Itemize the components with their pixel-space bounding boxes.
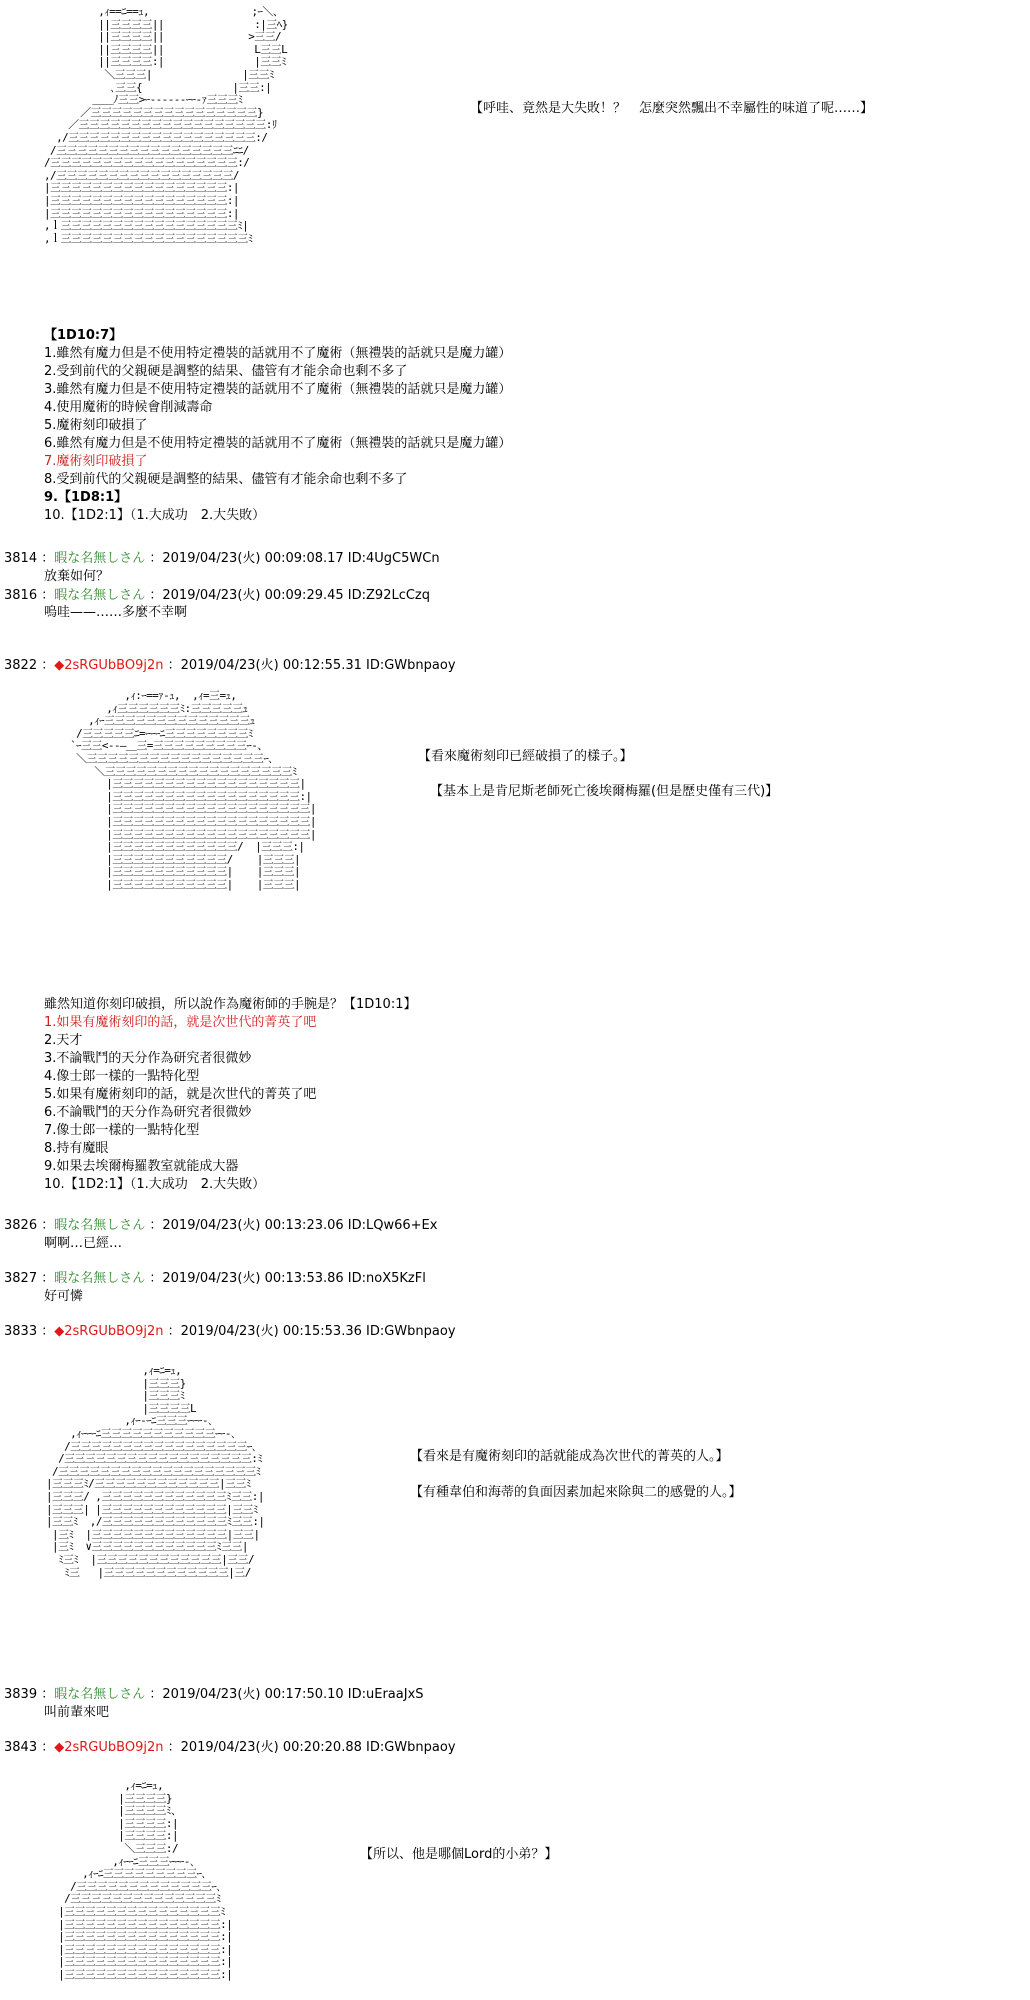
post-number[interactable]: 3827 [4, 1271, 38, 1286]
post-body: 嗚哇——……多麼不幸啊 [44, 605, 188, 620]
ascii-art-figure-hand-on-head: ,ｨ:ｰ==ｧ-ｭ, ,ｨ=三=ｭ, ,ｨ三三三三三三ﾐ:三三三三三ｭ ,ｨｰ三三三三三三三三三三三三三三ｭ /三三三三三ﾆ=ｰｰｰﾆ三三三三三三三三ﾐ `ｰ三三<--―＿三=三三三三三三三三三ｰ‐、 ＼三三三三三三三三三三三三三三三三三ｰ､ ＼三三三三三三三三三三三三三三三三三三ﾐ |三三三三三三三三三三三三三三三三三三| |三三三三三三三三三三三三三三三三三三:| |三三三三三三三三三三三三三三三三三三三| |三三三三三三三三三三三三三三三三三三三| |三三三三三三三三三三三三三三三三三三三| |三三三三三三三三三三三三/ |三三三:| |三三三三三三三三三三三/ |三三三| |三三三三三三三三三三三| |三三三| |三三三三三三三三三三三| |三三三| [70, 689, 316, 891]
list-item: 2.受到前代的父親硬是調整的結果、儘管有才能余命也剩不多了 [44, 364, 408, 379]
post-body: 好可憐 [44, 1289, 84, 1304]
post-header: 3816 ：暇な名無しさん ：2019/04/23(火) 00:09:29.45 ID:Z92LcCzq [4, 588, 431, 603]
post-header: 3827 ：暇な名無しさん ：2019/04/23(火) 00:13:53.86 ID:noX5KzFl [4, 1271, 426, 1286]
list-item-highlighted: 7.魔術刻印破損了 [44, 454, 148, 469]
list-item-highlighted: 1.如果有魔術刻印的話，就是次世代的菁英了吧 [44, 1015, 317, 1030]
post-number[interactable]: 3843 [4, 1740, 38, 1755]
post-header: 3839 ：暇な名無しさん ：2019/04/23(火) 00:17:50.10 ID:uEraaJxS [4, 1687, 424, 1702]
poster-name: 暇な名無しさん [54, 1271, 146, 1286]
post-date: 2019/04/23(火) 00:12:55.31 ID:GWbnpaoy [180, 658, 456, 673]
post-header: 3826 ：暇な名無しさん ：2019/04/23(火) 00:13:23.06 ID:LQw66+Ex [4, 1218, 438, 1233]
dice-header: 雖然知道你刻印破損，所以說作為魔術師的手腕是？【1D10:1】 [44, 997, 417, 1012]
list-item: 3.不論戰鬥的天分作為研究者很微妙 [44, 1051, 252, 1066]
dice-header: 【1D10:7】 [44, 328, 123, 343]
post-date: 2019/04/23(火) 00:09:08.17 ID:4UgC5WCn [162, 551, 440, 566]
poster-name-trip: ◆2sRGUbBO9j2n [54, 1324, 164, 1339]
post-number[interactable]: 3833 [4, 1324, 38, 1339]
poster-name: 暇な名無しさん [54, 551, 146, 566]
list-item: 10.【1D2:1】（1.大成功 2.大失敗） [44, 1177, 266, 1192]
poster-name: 暇な名無しさん [54, 588, 146, 603]
dice-result-list-2 [44, 996, 416, 1194]
list-item: 9.【1D8:1】 [44, 490, 128, 505]
list-item: 1.雖然有魔力但是不使用特定禮裝的話就用不了魔術（無禮裝的話就只是魔力罐） [44, 346, 512, 361]
post-number[interactable]: 3826 [4, 1218, 38, 1233]
speech-bubble-2b: 【基本上是肯尼斯老師死亡後埃爾梅羅(但是歷史僅有三代)】 [430, 784, 779, 799]
ascii-art-figure-standing: ,ｨ=ﾆ=ｭ, |三三三三} |三三三三ﾐ、 |三三三三:| |三三三三:| ＼三三三:/ ,ｨｰｰﾆ三三三ｰｰｰ-､ ,ｨｰﾆ三三三三三三三三三ｰ､ /三三三三三三三三三三三三三ｰ､ /三三三三三三三三三三三三三三ﾐ |三三三三三三三三三三三三三三三ﾐ |三三三三三三三三三三三三三三三:| |三三三三三三三三三三三三三三三:| |三三三三三三三三三三三三三三三:| |三三三三三三三三三三三三三三三:| |三三三三三三三三三三三三三三三:| [58, 1779, 233, 1981]
list-item: 4.使用魔術的時候會削減壽命 [44, 400, 213, 415]
list-item: 10.【1D2:1】（1.大成功 2.大失敗） [44, 508, 266, 523]
speech-bubble-1: 【呼哇、竟然是大失敗！？ 怎麼突然飄出不幸屬性的味道了呢……】 [470, 101, 874, 116]
speech-bubble-2a: 【看來魔術刻印已經破損了的樣子。】 [418, 749, 633, 764]
post-date: 2019/04/23(火) 00:20:20.88 ID:GWbnpaoy [180, 1740, 456, 1755]
post-number[interactable]: 3814 [4, 551, 38, 566]
list-item: 9.如果去埃爾梅羅教室就能成大器 [44, 1159, 239, 1174]
list-item: 6.不論戰鬥的天分作為研究者很微妙 [44, 1105, 252, 1120]
post-header: 3843 ：◆2sRGUbBO9j2n ：2019/04/23(火) 00:20:20.88 ID:GWbnpaoy [4, 1740, 456, 1755]
post-body: 啊啊…已經… [44, 1236, 123, 1251]
list-item: 5.如果有魔術刻印的話，就是次世代的菁英了吧 [44, 1087, 317, 1102]
list-item: 5.魔術刻印破損了 [44, 418, 148, 433]
list-item: 4.像士郎一樣的一點特化型 [44, 1069, 200, 1084]
poster-name: 暇な名無しさん [54, 1218, 146, 1233]
list-item: 6.雖然有魔力但是不使用特定禮裝的話就用不了魔術（無禮裝的話就只是魔力罐） [44, 436, 512, 451]
dice-result-list-1 [44, 327, 511, 525]
speech-bubble-3b: 【有種韋伯和海蒂的負面因素加起來除與二的感覺的人。】 [410, 1485, 742, 1500]
post-body: 放棄如何？ [44, 569, 110, 584]
ascii-art-figure-waving: ,ｨ==ﾆ==ｭ, ;ｰ＼、 ||三三三三|| :|三ﾍ} ||三三三三|| >三三/ ||三三三三|| L三三L ||三三三三:| |三三ﾐ ＼三三三| |三三ﾐ ､三三{ |三三:| ＿＿ﾉ三三>ｰ‐-----ｰｰ‐ｧ三三三ﾐ ／三三三三三三三三三三三三三三三三} ／三三三三三三三三三三三三三三三三三三:ﾘ ,/三三三三三三三三三三三三三三三三三三:/ /三三三三三三三三三三三三三三三三三ﾆﾆ/ /三三三三三三三三三三三三三三三三三三:/ ,/三三三三三三三三三三三三三三三三三/ |三三三三三三三三三三三三三三三三三:| |三三三三三三三三三三三三三三三三三:| |三三三三三三三三三三三三三三三三三:| ,ｌ三三三三三三三三三三三三三三三三三ﾐ| ,ｌ三三三三三三三三三三三三三三三三三三ﾐ [44, 5, 288, 245]
post-body: 叫前輩來吧 [44, 1705, 110, 1720]
post-header: 3814 ：暇な名無しさん ：2019/04/23(火) 00:09:08.17 ID:4UgC5WCn [4, 551, 440, 566]
post-number[interactable]: 3822 [4, 658, 38, 673]
poster-name-trip: ◆2sRGUbBO9j2n [54, 1740, 164, 1755]
post-date: 2019/04/23(火) 00:13:53.86 ID:noX5KzFl [162, 1271, 426, 1286]
poster-name-trip: ◆2sRGUbBO9j2n [54, 658, 164, 673]
list-item: 3.雖然有魔力但是不使用特定禮裝的話就用不了魔術（無禮裝的話就只是魔力罐） [44, 382, 512, 397]
list-item: 2.天才 [44, 1033, 83, 1048]
post-header: 3822 ：◆2sRGUbBO9j2n ：2019/04/23(火) 00:12:55.31 ID:GWbnpaoy [4, 658, 456, 673]
list-item: 7.像士郎一樣的一點特化型 [44, 1123, 200, 1138]
post-date: 2019/04/23(火) 00:17:50.10 ID:uEraaJxS [162, 1687, 424, 1702]
speech-bubble-4: 【所以、他是哪個Lord的小弟？】 [360, 1847, 558, 1862]
post-date: 2019/04/23(火) 00:09:29.45 ID:Z92LcCzq [162, 588, 431, 603]
post-number[interactable]: 3816 [4, 588, 38, 603]
list-item: 8.持有魔眼 [44, 1141, 109, 1156]
list-item: 8.受到前代的父親硬是調整的結果、儘管有才能余命也剩不多了 [44, 472, 408, 487]
post-header: 3833 ：◆2sRGUbBO9j2n ：2019/04/23(火) 00:15:53.36 ID:GWbnpaoy [4, 1324, 456, 1339]
poster-name: 暇な名無しさん [54, 1687, 146, 1702]
post-date: 2019/04/23(火) 00:13:23.06 ID:LQw66+Ex [162, 1218, 438, 1233]
post-number[interactable]: 3839 [4, 1687, 38, 1702]
speech-bubble-3a: 【看來是有魔術刻印的話就能成為次世代的菁英的人。】 [410, 1449, 729, 1464]
post-date: 2019/04/23(火) 00:15:53.36 ID:GWbnpaoy [180, 1324, 456, 1339]
ascii-art-figure-arms-crossed: ,ｨ=ﾆ=ｭ, |三三三} |三三三ﾐ |三三三三L ,ｨｰ-ｰﾆ三三三ｰｰｰ-､ ,ｨｰｰｰﾆ三三三三三三三三三三三ｰｰ-､ /三三三三三三三三三三三三三三三三三ｰ､ /三三三三三三三三三三三三三三三三三三:ﾐ /三三三三三三三三三三三三三三三三三三三ﾐ |三三三ﾐ/三三三三三三三三三三三三|三三ﾐ |三三三/ ,三三三三三三三三三三三三ﾐ三三:| |三三三| |三三三三三三三三三三三三|三三ﾐ |三三ﾐ ,/三三三三三三三三三三三三ﾐ三三:| |三ﾐ |三三三三三三三三三三三三三|三三| |三ﾐ ∨三三三三三三三三三三三三ﾐ三三| ﾐ三ﾐ |三三三三三三三三三三三三|三三/ ﾐ三 |三三三三三三三三三三三三|三/ [46, 1364, 265, 1579]
